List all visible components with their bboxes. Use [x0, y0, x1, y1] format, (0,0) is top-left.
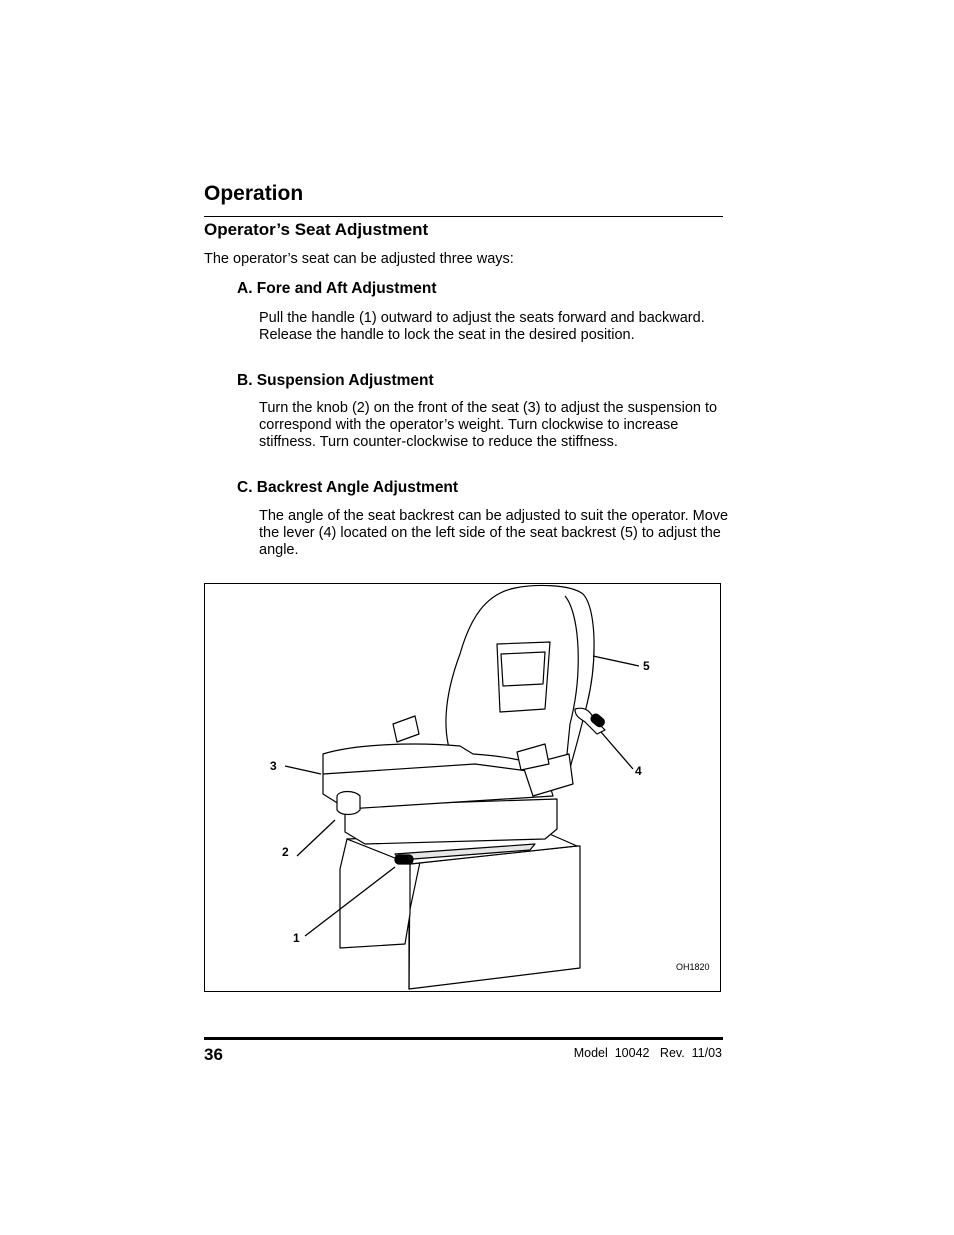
step-a-body: Pull the handle (1) outward to adjust the seats forward and backward. Release the handle to lock the seat in the desired position.: [259, 310, 705, 343]
intro-text: The operator’s seat can be adjusted three ways:: [204, 251, 514, 267]
callout-5: 5: [643, 659, 650, 673]
step-b-body: Turn the knob (2) on the front of the seat (3) to adjust the suspension to correspond with the operator’s weight. Turn clockwise to increase stiffness. Turn counter-clockwise to reduce the stiffness.: [259, 400, 718, 450]
suspension-knob: [337, 792, 360, 815]
leader-2: [297, 820, 335, 856]
leader-4: [601, 732, 633, 769]
base-box: [409, 846, 580, 989]
footer-revision: Rev. 11/03: [659, 1046, 722, 1060]
step-a-heading: A. Fore and Aft Adjustment: [237, 280, 437, 297]
callout-3: 3: [270, 759, 277, 773]
seat-illustration: [205, 584, 722, 993]
section-title: Operation: [204, 182, 304, 205]
page-number: 36: [204, 1045, 223, 1064]
seat-illustration-figure: [204, 583, 721, 992]
step-c-heading: C. Backrest Angle Adjustment: [237, 479, 459, 496]
header-rule: [204, 216, 723, 217]
footer-model-revision: [574, 1046, 722, 1060]
leader-5: [593, 656, 639, 666]
step-c-body: The angle of the seat backrest can be adjusted to suit the operator. Move the lever (4) located on the left side of the seat backrest (5) to adjust the angle.: [259, 508, 729, 558]
footer-model: Model 10042: [573, 1046, 650, 1060]
callout-4: 4: [635, 764, 642, 778]
callout-1: 1: [293, 931, 300, 945]
footer-rule: [204, 1037, 723, 1040]
callout-2: 2: [282, 845, 289, 859]
fore-aft-handle: [395, 855, 413, 864]
leader-3: [285, 766, 321, 774]
step-b-heading: B. Suspension Adjustment: [237, 372, 434, 389]
subsection-title: Operator’s Seat Adjustment: [204, 220, 429, 239]
belt-buckle-left: [393, 716, 419, 742]
figure-code: OH1820: [676, 962, 710, 972]
